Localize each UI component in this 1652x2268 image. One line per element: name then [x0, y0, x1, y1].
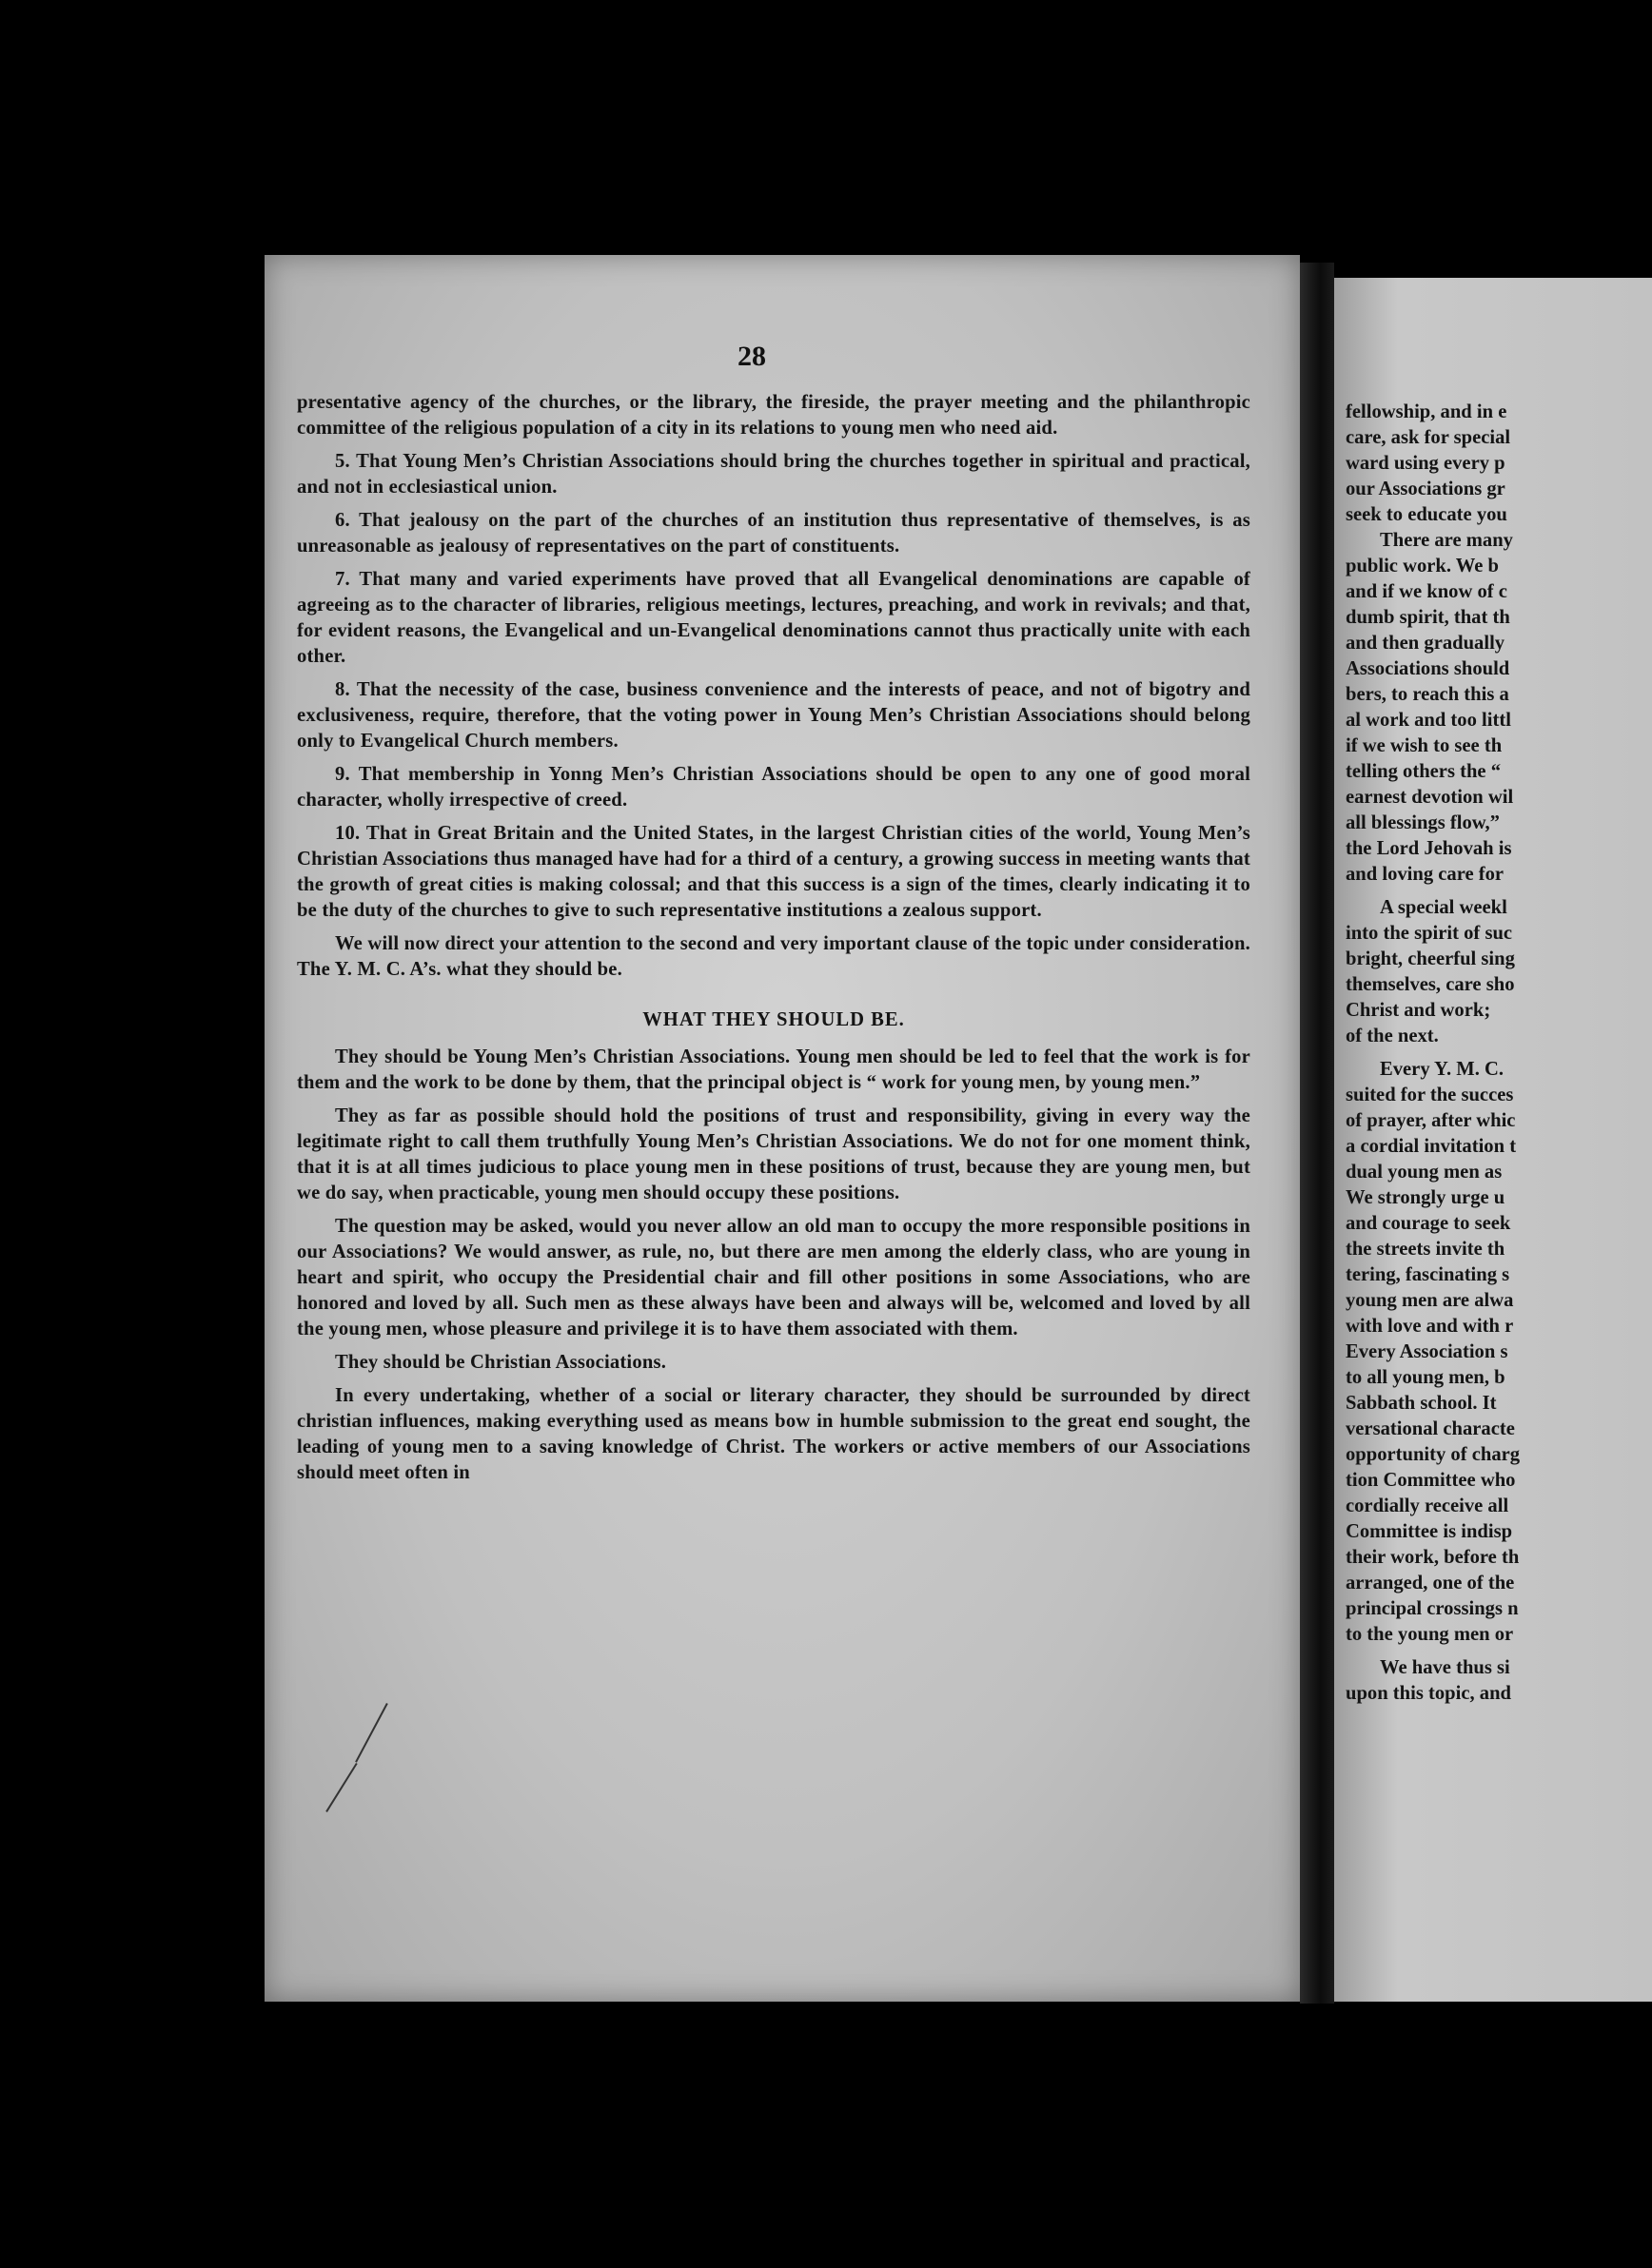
text-line: young men are alwa: [1346, 1290, 1514, 1311]
left-page-text: [297, 390, 1250, 1486]
text-line: arranged, one of the: [1346, 1573, 1515, 1593]
text-line: opportunity of charg: [1346, 1444, 1521, 1465]
text-line: seek to educate you: [1346, 504, 1507, 525]
text-line: fellowship, and in e: [1346, 401, 1507, 422]
paragraph: 10. That in Great Britain and the United States, in the largest Christian cities of the world, Young Men’s Christian Associations thus managed have had for a third of a century, a growing success in meeting wants that the growth of great cities is making colossal; and that this success is a sign of the times, clearly indicating it to be the duty of the churches to give to such representative institutions a zealous support.: [297, 823, 1250, 921]
paragraph: We will now direct your attention to the second and very important clause of the topic under consideration. The Y. M. C. A’s. what they should be.: [297, 933, 1250, 980]
text-line: al work and too littl: [1346, 710, 1511, 731]
text-line: telling others the “: [1346, 761, 1502, 782]
text-line: Committee is indisp: [1346, 1521, 1513, 1542]
text-line: Christ and work;: [1346, 1000, 1491, 1021]
text-line: suited for the succes: [1346, 1085, 1514, 1105]
text-line: We have thus si: [1380, 1657, 1510, 1678]
paragraph: In every undertaking, whether of a social or literary character, they should be surrounded by direct christian influences, making everything used as means bow in humble submission to the great end sought, the leading of young men to a saving knowledge of Christ. The workers or active members of our Associations should meet often in: [297, 1385, 1250, 1483]
paragraph: 9. That membership in Yonng Men’s Christian Associations should be open to any one of good moral character, wholly irrespective of creed.: [297, 764, 1250, 811]
text-line: themselves, care sho: [1346, 974, 1515, 995]
text-line: with love and with r: [1346, 1316, 1514, 1337]
text-line: and courage to seek: [1346, 1213, 1511, 1234]
text-line: bers, to reach this a: [1346, 684, 1509, 705]
text-line: to all young men, b: [1346, 1367, 1505, 1388]
section-heading: WHAT THEY SHOULD BE.: [642, 1009, 905, 1030]
text-line: into the spirit of suc: [1346, 923, 1513, 944]
text-line: our Associations gr: [1346, 479, 1505, 499]
text-line: the Lord Jehovah is: [1346, 838, 1512, 859]
paragraph: 5. That Young Men’s Christian Associations should bring the churches together in spiritual and practical, and not in ecclesiastical union.: [297, 451, 1250, 498]
text-line: their work, before th: [1346, 1547, 1520, 1568]
text-line: upon this topic, and: [1346, 1683, 1511, 1704]
text-line: dumb spirit, that th: [1346, 607, 1510, 628]
text-line: of the next.: [1346, 1026, 1439, 1046]
paragraph: They as far as possible should hold the positions of trust and responsibility, giving in every way the legitimate right to call them truthfully Young Men’s Christian Associations. We do not for one moment think, that it is at all times judicious to place young men in these positions of trust, because they are young men, but we do say, when practicable, young men should occupy these positions.: [297, 1105, 1250, 1203]
text-line: We strongly urge u: [1346, 1187, 1505, 1208]
text-line: and then gradually: [1346, 633, 1505, 654]
page-number: 28: [738, 341, 766, 372]
pencil-stroke: [355, 1703, 388, 1763]
text-line: public work. We b: [1346, 556, 1499, 577]
text-line: and loving care for: [1346, 864, 1504, 885]
right-page: [1334, 278, 1652, 2002]
text-line: all blessings flow,”: [1346, 812, 1500, 833]
text-line: versational characte: [1346, 1418, 1515, 1439]
paragraph: 8. That the necessity of the case, business convenience and the interests of peace, and not of bigotry and exclusiveness, require, therefore, that the voting power in Young Men’s Christian Associations should belong only to Evangelical Church members.: [297, 679, 1250, 752]
text-line: the streets invite th: [1346, 1239, 1505, 1260]
text-line: Associations should: [1346, 658, 1510, 679]
paragraph: 7. That many and varied experiments have proved that all Evangelical denominations are capable of agreeing as to the character of libraries, religious meetings, lectures, preaching, and work in revivals; and that, for evident reasons, the Evangelical and un-Evangelical denominations cannot thus practically unite with each other.: [297, 569, 1250, 667]
text-line: ward using every p: [1346, 453, 1505, 474]
text-line: tion Committee who: [1346, 1470, 1516, 1491]
paragraph: presentative agency of the churches, or the library, the fireside, the prayer meeting and the philanthropic committee of the religious population of a city in its relations to young men who need aid.: [297, 392, 1250, 439]
text-line: tering, fascinating s: [1346, 1264, 1510, 1285]
text-line: and if we know of c: [1346, 581, 1507, 602]
book-gutter: [1300, 263, 1334, 2004]
text-line: dual young men as: [1346, 1162, 1503, 1183]
text-line: a cordial invitation t: [1346, 1136, 1517, 1157]
paragraph: They should be Young Men’s Christian Associations. Young men should be led to feel that the work is for them and the work to be done by them, that the principal object is “ work for young men, by young men.”: [297, 1046, 1250, 1093]
paragraph: 6. That jealousy on the part of the churches of an institution thus representative of themselves, is as unreasonable as jealousy of representatives on the part of constituents.: [297, 510, 1250, 557]
text-line: of prayer, after whic: [1346, 1110, 1516, 1131]
text-line: cordially receive all: [1346, 1496, 1509, 1516]
text-line: Every Association s: [1346, 1341, 1508, 1362]
right-page-text: [1346, 400, 1652, 1707]
text-line: There are many: [1380, 530, 1513, 551]
paragraph: The question may be asked, would you never allow an old man to occupy the more responsible positions in our Associations? We would answer, as rule, no, but there are men among the elderly class, who are young in heart and spirit, who occupy the Presidential chair and fill other positions in some Associations, who are honored and loved by all. Such men as these always have been and always will be, welcomed and loved by all the young men, whose pleasure and privilege it is to have them associated with them.: [297, 1216, 1250, 1339]
text-line: Sabbath school. It: [1346, 1393, 1497, 1414]
pencil-stroke: [325, 1763, 357, 1812]
text-line: A special weekl: [1380, 897, 1507, 918]
text-line: to the young men or: [1346, 1624, 1514, 1645]
text-line: bright, cheerful sing: [1346, 948, 1515, 969]
left-page: [265, 255, 1300, 2002]
text-line: principal crossings n: [1346, 1598, 1519, 1619]
paragraph: They should be Christian Associations.: [335, 1352, 667, 1373]
text-line: if we wish to see th: [1346, 735, 1503, 756]
text-line: earnest devotion wil: [1346, 787, 1514, 808]
text-line: Every Y. M. C.: [1380, 1059, 1504, 1080]
text-line: care, ask for special: [1346, 427, 1511, 448]
